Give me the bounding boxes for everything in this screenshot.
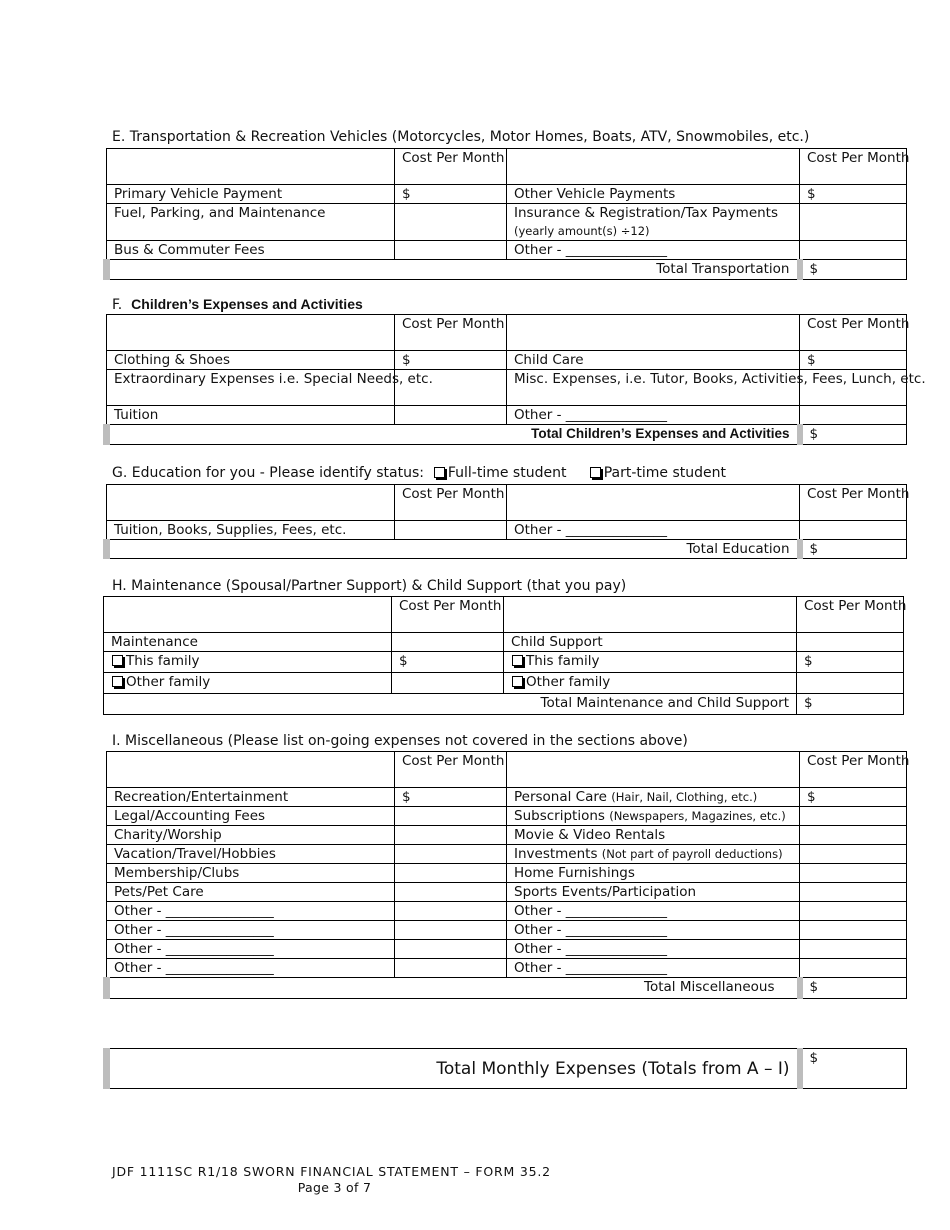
row-label: Recreation/Entertainment — [107, 788, 395, 807]
cost-header: Cost Per Month — [797, 597, 904, 633]
amount-field[interactable]: $ — [800, 788, 907, 807]
blank-cell — [392, 633, 504, 652]
other-entry-field[interactable]: Other - _______________ — [507, 902, 800, 921]
amount-field[interactable] — [395, 406, 507, 425]
maintenance-other-family-checkbox[interactable] — [112, 676, 123, 687]
other-entry-field[interactable]: Other - ________________ — [107, 921, 395, 940]
cost-header: Cost Per Month — [392, 597, 504, 633]
section-i-table — [103, 751, 910, 999]
form-id: JDF 1111SC R1/18 SWORN FINANCIAL STATEMENT – FORM 35.2 — [112, 1164, 551, 1179]
row-label-main: Personal Care — [514, 789, 607, 805]
total-children-field[interactable]: $ — [800, 425, 907, 445]
amount-field[interactable] — [800, 959, 907, 978]
cost-header: Cost Per Month — [800, 485, 907, 521]
this-family-label: This family — [526, 653, 600, 669]
amount-field[interactable] — [800, 883, 907, 902]
row-label: Tuition, Books, Supplies, Fees, etc. — [107, 521, 395, 540]
blank-cell — [507, 485, 800, 521]
section-g-table — [103, 484, 910, 559]
blank-cell — [107, 315, 395, 351]
amount-field[interactable] — [800, 204, 907, 241]
row-label: Vacation/Travel/Hobbies — [107, 845, 395, 864]
amount-field[interactable] — [395, 204, 507, 241]
section-h-table — [103, 596, 907, 715]
this-family-label: This family — [126, 653, 200, 669]
grand-total-field[interactable]: $ — [800, 1049, 907, 1089]
section-g-heading: G. Education for you - Please identify status: — [112, 465, 424, 481]
section-h-title: H. Maintenance (Spousal/Partner Support) & Child Support (that you pay) — [112, 578, 627, 594]
blank-cell — [507, 752, 800, 788]
amount-field[interactable] — [800, 807, 907, 826]
amount-field[interactable] — [395, 521, 507, 540]
blank-cell — [504, 597, 797, 633]
total-misc-label: Total Miscellaneous — [107, 978, 800, 999]
row-label: Other Vehicle Payments — [507, 185, 800, 204]
amount-field[interactable] — [395, 921, 507, 940]
amount-field[interactable] — [800, 921, 907, 940]
amount-field[interactable] — [395, 241, 507, 260]
page-number: Page 3 of 7 — [297, 1180, 372, 1195]
row-label-note: (Not part of payroll deductions) — [601, 847, 783, 861]
row-label: Pets/Pet Care — [107, 883, 395, 902]
amount-field[interactable]: $ — [797, 652, 904, 673]
amount-field[interactable]: $ — [395, 788, 507, 807]
amount-field[interactable] — [395, 940, 507, 959]
other-entry-field[interactable]: Other - _______________ — [507, 521, 800, 540]
row-label: Extraordinary Expenses i.e. Special Needs, etc. — [107, 370, 395, 406]
grand-total-table — [103, 1048, 907, 1089]
row-label — [507, 204, 800, 241]
cost-header: Cost Per Month — [800, 149, 907, 185]
amount-field[interactable] — [800, 902, 907, 921]
total-transportation-label: Total Transportation — [107, 260, 800, 280]
row-label: Fuel, Parking, and Maintenance — [107, 204, 395, 241]
row-label — [507, 788, 800, 807]
maintenance-this-family — [104, 652, 392, 673]
amount-field[interactable]: $ — [800, 185, 907, 204]
child-support-other-family — [504, 673, 797, 694]
child-support-label: Child Support — [504, 633, 797, 652]
child-support-other-family-checkbox[interactable] — [512, 676, 523, 687]
full-time-label: Full-time student — [447, 465, 567, 481]
section-f-heading: Children’s Expenses and Activities — [131, 296, 363, 312]
amount-field[interactable] — [395, 883, 507, 902]
row-label-main: Investments — [514, 846, 598, 862]
child-support-this-family-checkbox[interactable] — [512, 655, 523, 666]
section-f-letter: F. — [112, 297, 123, 313]
section-i-title: I. Miscellaneous (Please list on-going expenses not covered in the sections above) — [112, 733, 688, 749]
row-label: Movie & Video Rentals — [507, 826, 800, 845]
other-entry-field[interactable]: Other - ________________ — [107, 902, 395, 921]
maintenance-this-family-checkbox[interactable] — [112, 655, 123, 666]
amount-field[interactable] — [395, 826, 507, 845]
total-education-label: Total Education — [107, 540, 800, 559]
blank-cell — [797, 633, 904, 652]
amount-field[interactable] — [395, 902, 507, 921]
section-f-title — [112, 296, 363, 313]
amount-field[interactable]: $ — [395, 351, 507, 370]
total-support-label: Total Maintenance and Child Support — [104, 694, 797, 715]
amount-field[interactable] — [392, 673, 504, 694]
total-education-field[interactable]: $ — [800, 540, 907, 559]
part-time-label: Part-time student — [603, 465, 727, 481]
row-label: Charity/Worship — [107, 826, 395, 845]
other-entry-field[interactable]: Other - ________________ — [107, 940, 395, 959]
cost-header: Cost Per Month — [395, 752, 507, 788]
total-misc-field[interactable]: $ — [800, 978, 907, 999]
row-label: Legal/Accounting Fees — [107, 807, 395, 826]
row-label: Clothing & Shoes — [107, 351, 395, 370]
amount-field[interactable] — [800, 826, 907, 845]
row-label-note: (Hair, Nail, Clothing, etc.) — [611, 790, 758, 804]
amount-field[interactable] — [800, 845, 907, 864]
total-transportation-field[interactable]: $ — [800, 260, 907, 280]
row-label — [507, 845, 800, 864]
amount-field[interactable] — [800, 864, 907, 883]
other-family-label: Other family — [126, 674, 211, 690]
row-label: Bus & Commuter Fees — [107, 241, 395, 260]
blank-cell — [507, 315, 800, 351]
blank-cell — [107, 752, 395, 788]
other-entry-field[interactable]: Other - _______________ — [507, 241, 800, 260]
row-label: Misc. Expenses, i.e. Tutor, Books, Activities, Fees, Lunch, etc. — [507, 370, 800, 406]
blank-cell — [107, 149, 395, 185]
amount-field[interactable] — [797, 673, 904, 694]
cost-header: Cost Per Month — [800, 752, 907, 788]
section-g-title — [112, 465, 726, 481]
row-label: Child Care — [507, 351, 800, 370]
other-entry-field[interactable]: Other - _______________ — [507, 406, 800, 425]
amount-field[interactable] — [395, 864, 507, 883]
row-label-main: Insurance & Registration/Tax Payments — [514, 205, 779, 221]
cost-header: Cost Per Month — [395, 315, 507, 351]
grand-total-label: Total Monthly Expenses (Totals from A – I) — [107, 1049, 800, 1089]
amount-field[interactable] — [800, 241, 907, 260]
cost-header: Cost Per Month — [800, 315, 907, 351]
other-entry-field[interactable]: Other - _______________ — [507, 940, 800, 959]
section-f-table — [103, 314, 926, 445]
full-time-checkbox[interactable] — [434, 467, 445, 478]
row-label: Primary Vehicle Payment — [107, 185, 395, 204]
cost-header: Cost Per Month — [395, 149, 507, 185]
row-label — [507, 807, 800, 826]
amount-field[interactable]: $ — [392, 652, 504, 673]
other-entry-field[interactable]: Other - _______________ — [507, 959, 800, 978]
amount-field[interactable] — [395, 845, 507, 864]
row-label: Membership/Clubs — [107, 864, 395, 883]
row-label: Sports Events/Participation — [507, 883, 800, 902]
total-children-label: Total Children’s Expenses and Activities — [107, 425, 800, 445]
page-footer — [112, 1164, 557, 1196]
row-label-main: Subscriptions — [514, 808, 605, 824]
other-family-label: Other family — [526, 674, 611, 690]
section-e-title: E. Transportation & Recreation Vehicles (Motorcycles, Motor Homes, Boats, ATV, Snowmobiles, etc.) — [112, 129, 810, 145]
maintenance-label: Maintenance — [104, 633, 392, 652]
part-time-checkbox[interactable] — [590, 467, 601, 478]
amount-field[interactable]: $ — [395, 185, 507, 204]
blank-cell — [104, 597, 392, 633]
other-entry-field[interactable]: Other - _______________ — [507, 921, 800, 940]
blank-cell — [107, 485, 395, 521]
row-label-note: (Newspapers, Magazines, etc.) — [609, 809, 786, 823]
amount-field[interactable] — [800, 940, 907, 959]
child-support-this-family — [504, 652, 797, 673]
cost-header: Cost Per Month — [395, 485, 507, 521]
amount-field[interactable]: $ — [800, 351, 907, 370]
amount-field[interactable] — [395, 959, 507, 978]
amount-field[interactable] — [395, 807, 507, 826]
row-label: Tuition — [107, 406, 395, 425]
total-support-field[interactable]: $ — [797, 694, 904, 715]
section-e-table — [103, 148, 910, 280]
blank-cell — [507, 149, 800, 185]
row-label-note: (yearly amount(s) ÷12) — [514, 224, 650, 238]
maintenance-other-family — [104, 673, 392, 694]
amount-field[interactable] — [800, 521, 907, 540]
row-label: Home Furnishings — [507, 864, 800, 883]
amount-field[interactable] — [800, 406, 907, 425]
other-entry-field[interactable]: Other - ________________ — [107, 959, 395, 978]
